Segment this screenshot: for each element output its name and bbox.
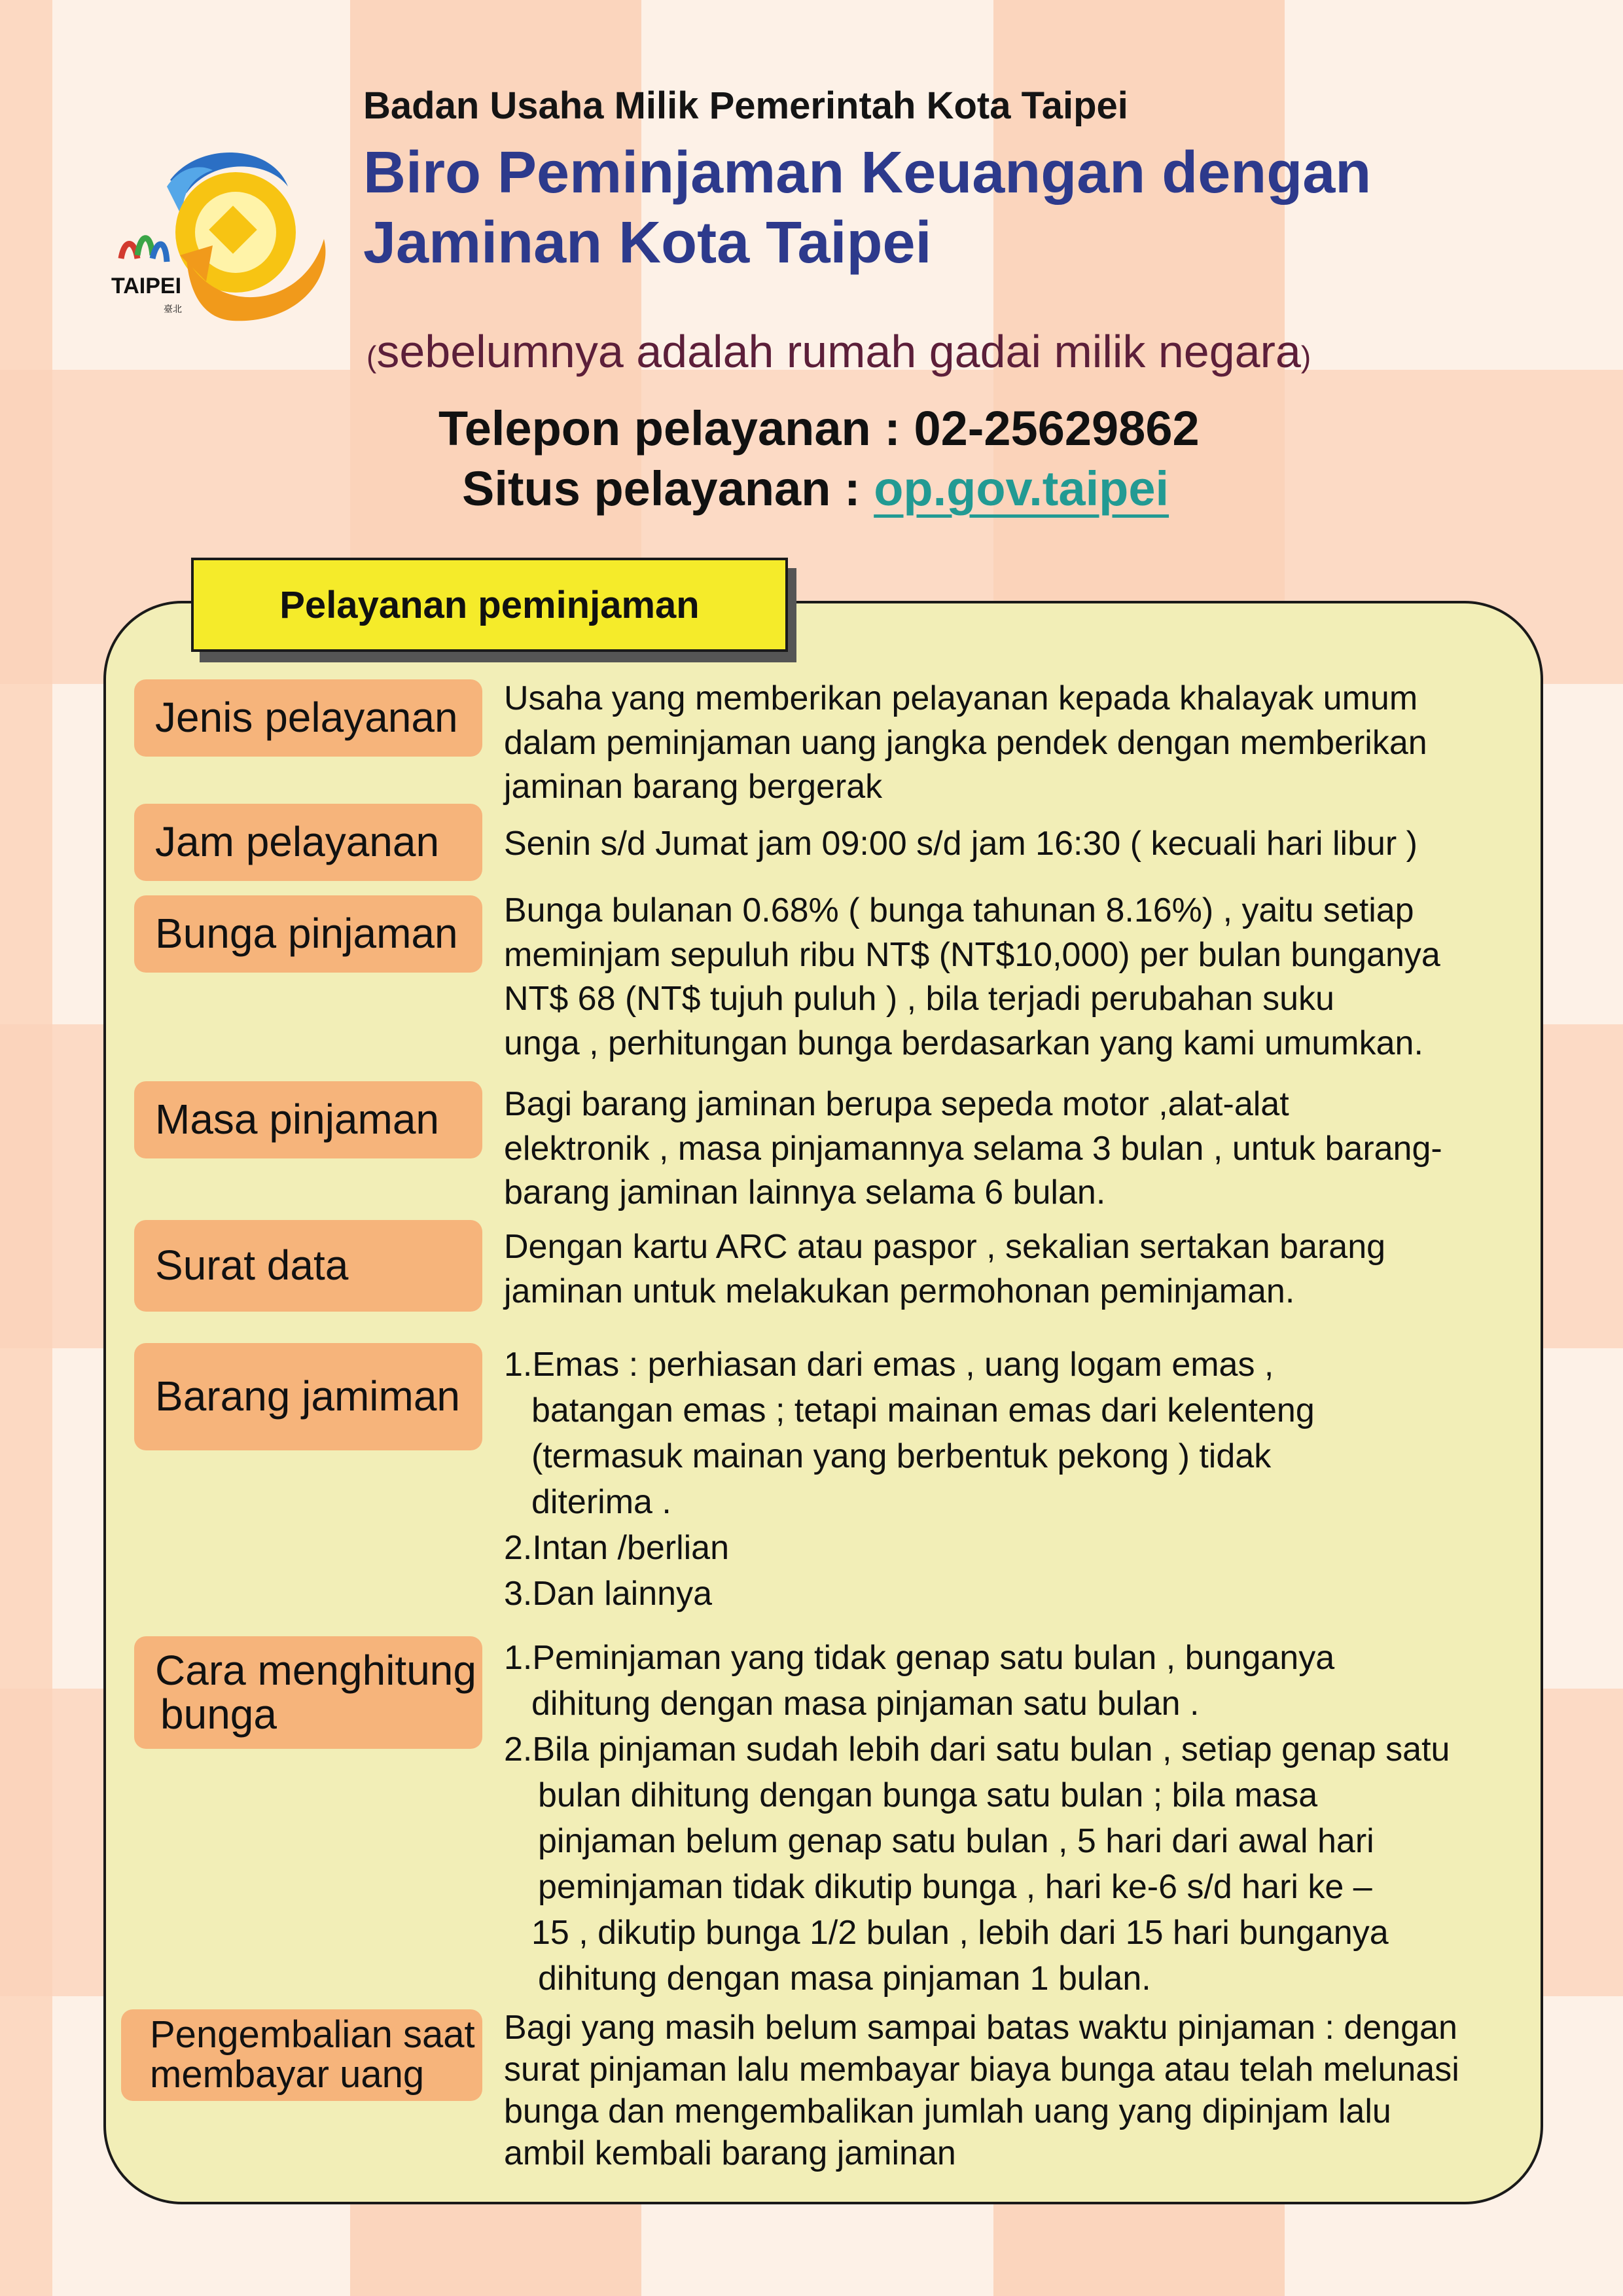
desc-line: jaminan untuk melakukan permohonan peminjaman.: [504, 1272, 1295, 1310]
desc-line: diterima .: [531, 1483, 671, 1521]
desc-line: 2.Intan /berlian: [504, 1529, 730, 1567]
page-title-line1: Biro Peminjaman Keuangan dengan: [363, 140, 1372, 206]
row-desc-service-type: [504, 677, 1525, 810]
desc-line: Bunga bulanan 0.68% ( bunga tahunan 8.16%) , yaitu setiap: [504, 891, 1414, 929]
desc-line: 15 , dikutip bunga 1/2 bulan , lebih dari 15 hari bunganya: [531, 1914, 1389, 1952]
row-label-repayment: [121, 2009, 482, 2101]
service-phone: [438, 401, 1200, 456]
phone-label: Telepon pelayanan :: [438, 401, 914, 456]
paren-close: ): [1300, 340, 1311, 374]
row-desc-documents: [504, 1225, 1525, 1314]
row-label-interest-calculation: [134, 1636, 482, 1749]
desc-line: 3.Dan lainnya: [504, 1575, 712, 1613]
desc-line: barang jaminan lainnya selama 6 bulan.: [504, 1174, 1106, 1212]
row-label-documents: Surat data: [134, 1220, 482, 1312]
desc-line: surat pinjaman lalu membayar biaya bunga atau telah melunasi: [504, 2051, 1459, 2089]
taipei-logo: [108, 141, 357, 337]
row-label-loan-interest: Bunga pinjaman: [134, 895, 482, 973]
desc-line: jaminan barang bergerak: [504, 768, 883, 806]
label-line: membayar uang: [150, 2053, 425, 2096]
phone-number: 02-25629862: [914, 401, 1200, 456]
logo-text: TAIPEI: [111, 274, 182, 298]
desc-line: elektronik , masa pinjamannya selama 3 bulan , untuk barang-: [504, 1129, 1442, 1168]
label-line: Cara menghitung: [155, 1646, 476, 1694]
label-line: Pengembalian saat: [150, 2013, 475, 2056]
desc-line: dalam peminjaman uang jangka pendek dengan memberikan: [504, 723, 1427, 762]
desc-line: Bagi barang jaminan berupa sepeda motor ,alat-alat: [504, 1085, 1289, 1123]
row-desc-interest-calculation: [504, 1635, 1525, 2001]
desc-line: batangan emas ; tetapi mainan emas dari kelenteng: [531, 1391, 1315, 1429]
desc-line: (termasuk mainan yang berbentuk pekong ) tidak: [531, 1437, 1272, 1475]
row-label-loan-period: Masa pinjaman: [134, 1081, 482, 1158]
organization-name: Badan Usaha Milik Pemerintah Kota Taipei: [363, 84, 1128, 127]
site-link[interactable]: op.gov.taipei: [874, 461, 1169, 516]
desc-line: 1.Peminjaman yang tidak genap satu bulan , bunganya: [504, 1639, 1335, 1677]
formerly-text: sebelumnya adalah rumah gadai milik negara: [376, 326, 1301, 377]
row-desc-service-hours: [504, 822, 1525, 867]
desc-line: dihitung dengan masa pinjaman 1 bulan.: [538, 1960, 1151, 1998]
site-label: Situs pelayanan :: [462, 461, 874, 516]
row-label-service-hours: Jam pelayanan: [134, 804, 482, 881]
label-line: bunga: [160, 1691, 277, 1738]
desc-line: Senin s/d Jumat jam 09:00 s/d jam 16:30 ( kecuali hari libur ): [504, 825, 1418, 863]
desc-line: pinjaman belum genap satu bulan , 5 hari dari awal hari: [538, 1822, 1374, 1860]
service-site: [462, 461, 1169, 516]
desc-line: bunga dan mengembalikan jumlah uang yang dipinjam lalu: [504, 2092, 1391, 2130]
desc-line: Dengan kartu ARC atau paspor , sekalian sertakan barang: [504, 1228, 1386, 1266]
formerly-note: [366, 325, 1311, 378]
page-title-line2: Jaminan Kota Taipei: [363, 210, 932, 276]
desc-line: dihitung dengan masa pinjaman satu bulan .: [531, 1685, 1200, 1723]
row-label-service-type: Jenis pelayanan: [134, 679, 482, 757]
desc-line: unga , perhitungan bunga berdasarkan yang kami umumkan.: [504, 1024, 1423, 1062]
desc-line: Usaha yang memberikan pelayanan kepada khalayak umum: [504, 679, 1418, 717]
paren-open: (: [366, 340, 377, 374]
row-desc-loan-period: [504, 1083, 1525, 1215]
desc-line: peminjaman tidak dikutip bunga , hari ke-6 s/d hari ke –: [538, 1868, 1372, 1906]
row-label-collateral: Barang jamiman: [134, 1343, 482, 1450]
row-desc-collateral: [504, 1342, 1525, 1617]
row-desc-loan-interest: [504, 889, 1525, 1066]
desc-line: 2.Bila pinjaman sudah lebih dari satu bulan , setiap genap satu: [504, 1731, 1450, 1768]
section-title: Pelayanan peminjaman: [191, 558, 788, 652]
desc-line: bulan dihitung dengan bunga satu bulan ; bila masa: [538, 1776, 1318, 1814]
logo-subtext: 臺北: [164, 304, 182, 315]
desc-line: meminjam sepuluh ribu NT$ (NT$10,000) per bulan bunganya: [504, 935, 1440, 974]
desc-line: Bagi yang masih belum sampai batas waktu pinjaman : dengan: [504, 2009, 1457, 2047]
desc-line: 1.Emas : perhiasan dari emas , uang logam emas ,: [504, 1346, 1274, 1384]
row-desc-repayment: [504, 2007, 1525, 2174]
desc-line: NT$ 68 (NT$ tujuh puluh ) , bila terjadi perubahan suku: [504, 980, 1334, 1018]
desc-line: ambil kembali barang jaminan: [504, 2134, 956, 2172]
